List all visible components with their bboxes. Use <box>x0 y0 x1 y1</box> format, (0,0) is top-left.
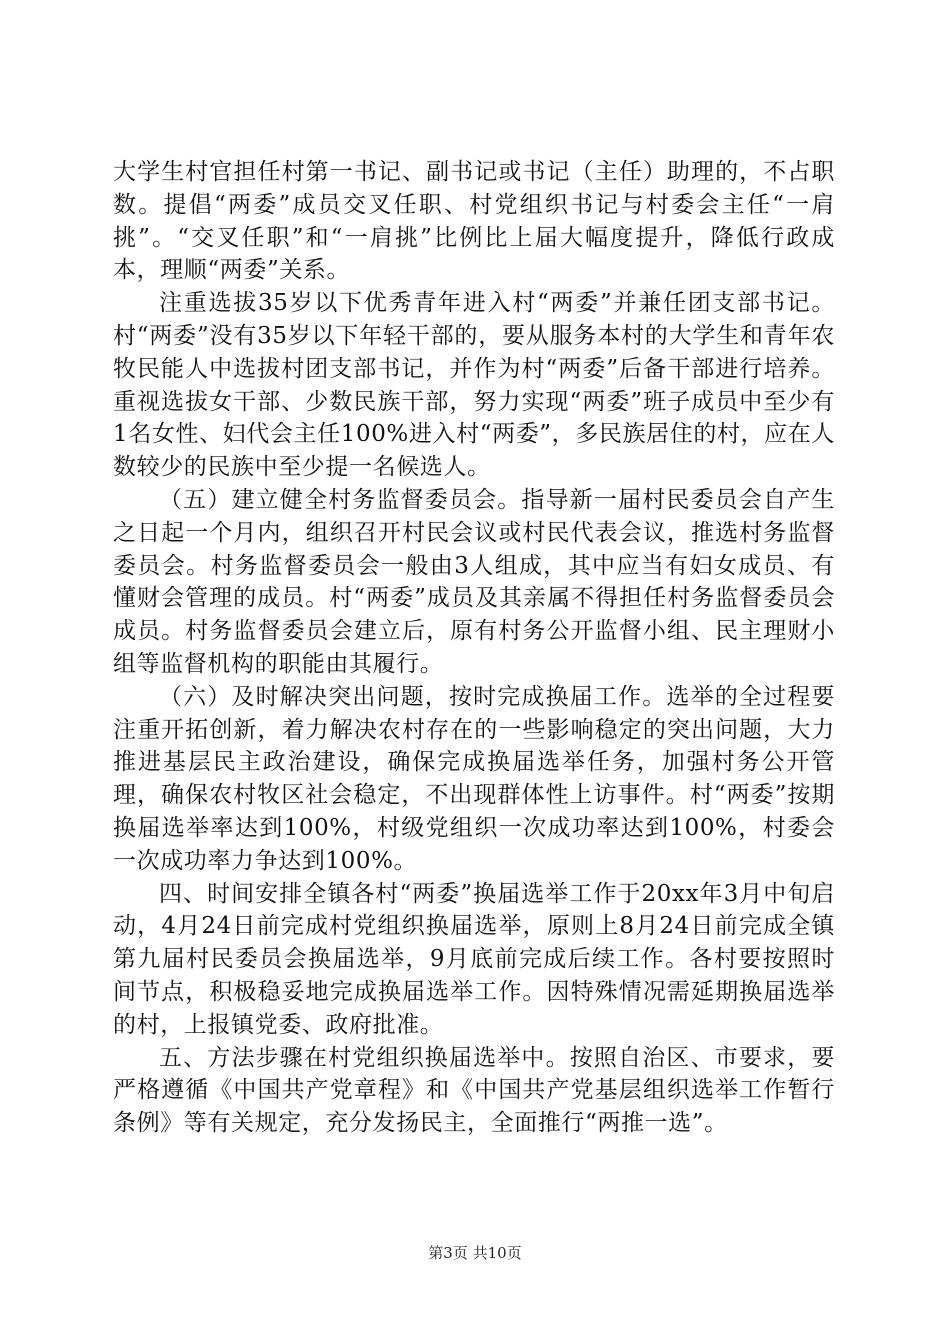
paragraph-continuation: 大学生村官担任村第一书记、副书记或书记（主任）助理的，不占职数。提倡“两委”成员交叉任职、村党组织书记与村委会主任“一肩挑”。“交叉任职”和“一肩挑”比例比上届大幅度提升，降低行政成本，理顺“两委”关系。 <box>113 159 835 284</box>
paragraph-method-steps: 五、方法步骤在村党组织换届选举中。按照自治区、市要求，要严格遵循《中国共产党章程》和《中国共产党基层组织选举工作暂行条例》等有关规定，充分发扬民主，全面推行“两推一选”。 <box>113 1044 835 1137</box>
paragraph-time-schedule: 四、时间安排全镇各村“两委”换届选举工作于20xx年3月中旬启动，4月24日前完成村党组织换届选举，原则上8月24日前完成全镇第九届村民委员会换届选举，9月底前完成后续工作。各村要按照时间节点，积极稳妥地完成换届选举工作。因特殊情况需延期换届选举的村，上报镇党委、政府批准。 <box>113 880 835 1038</box>
body-text <box>113 156 835 1140</box>
paragraph-supervision-committee: （五）建立健全村务监督委员会。指导新一届村民委员会自产生之日起一个月内，组织召开村民会议或村民代表会议，推选村务监督委员会。村务监督委员会一般由3人组成，其中应当有妇女成员、有懂财会管理的成员。村“两委”成员及其亲属不得担任村务监督委员会成员。村务监督委员会建立后，原有村务公开监督小组、民主理财小组等监督机构的职能由其履行。 <box>113 486 835 677</box>
paragraph-youth-cadres: 注重选拔35岁以下优秀青年进入村“两委”并兼任团支部书记。村“两委”没有35岁以下年轻干部的，要从服务本村的大学生和青年农牧民能人中选拔村团支部书记，并作为村“两委”后备干部进行培养。重视选拔女干部、少数民族干部，努力实现“两委”班子成员中至少有1名女性、妇代会主任100%进入村“两委”，多民族居住的村，应在人数较少的民族中至少提一名候选人。 <box>113 290 835 481</box>
page-number-footer: 第3页 共10页 <box>428 1244 522 1262</box>
paragraph-resolve-problems: （六）及时解决突出问题，按时完成换届工作。选举的全过程要注重开拓创新，着力解决农村存在的一些影响稳定的突出问题，大力推进基层民主政治建设，确保完成换届选举任务，加强村务公开管理，确保农村牧区社会稳定，不出现群体性上访事件。村“两委”按期换届选举率达到100%，村级党组织一次成功率达到100%，村委会一次成功率力争达到100%。 <box>113 683 835 874</box>
